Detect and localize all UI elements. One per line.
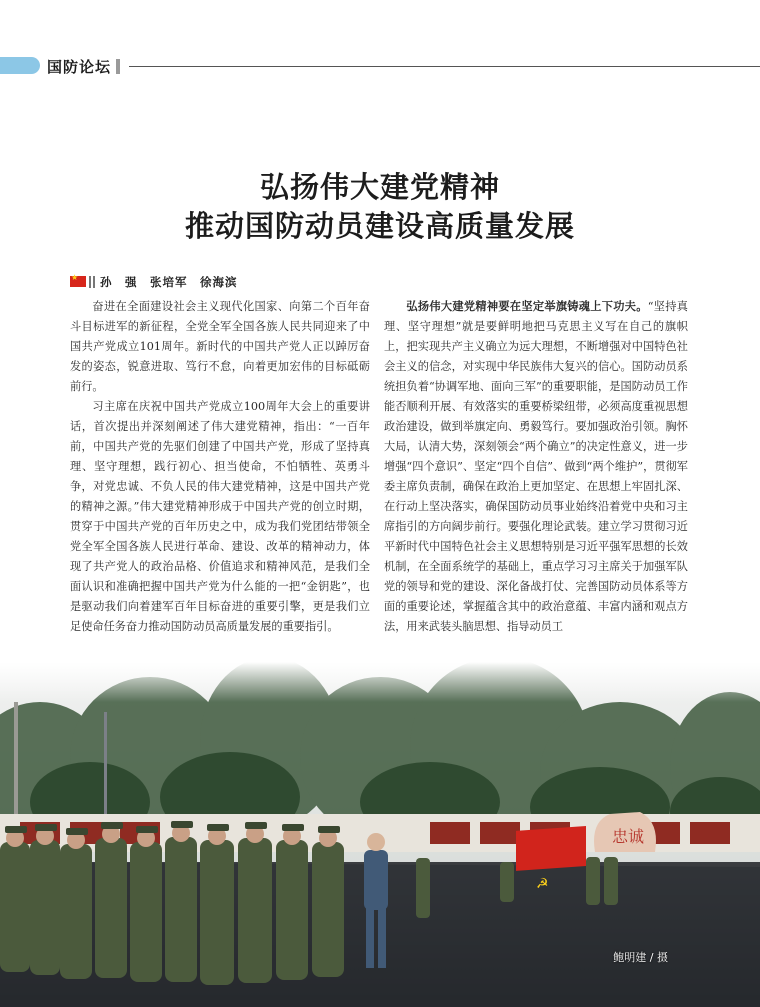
stone-inscription: 忠诚 <box>612 827 645 846</box>
byline-divider <box>89 276 95 288</box>
paragraph-lead: 弘扬伟大建党精神要在坚定举旗铸魂上下功夫。 <box>406 300 648 313</box>
header-rule <box>129 66 760 67</box>
right-column <box>384 297 688 637</box>
paragraph <box>384 297 688 637</box>
author-byline: 孙 强 张培军 徐海滨 <box>100 275 238 289</box>
photo-fade <box>0 662 760 702</box>
section-tab-marker <box>0 57 40 74</box>
photo-credit: 鲍明建 / 摄 <box>613 951 668 964</box>
paragraph: 奋进在全面建设社会主义现代化国家、向第二个百年奋斗目标进军的新征程，全党全军全国各族人民共同迎来了中国共产党成立101周年。新时代的中国共产党人正以踔厉奋发的姿态，锐意进取、笃行不怠，向着更加宏伟的目标砥砺前行。 <box>70 300 370 393</box>
flag-icon <box>70 276 86 287</box>
article-title-line-2: 推动国防动员建设高质量发展 <box>184 209 575 243</box>
paragraph-body: “坚持真理、坚守理想”就是要鲜明地把马克思主义写在自己的旗帜上，把实现共产主义确立为远大理想，不断增强对中国特色社会主义的信念，对实现中华民族伟大复兴的信心。国防动员系统担负着“协调军地、面向三军”的重要职能，是国防动员工作能否顺利开展、有效落实的重要桥梁纽带，必须高度重视思想政治建设，做到举旗定向、勇毅笃行。要加强政治引领。胸怀大局，认清大势，深刻领会“两个确立”的决定性意义，进一步增强“四个意识”、坚定“四个自信”、做到“两个维护”，贯彻军委主席负责制，确保在政治上更加坚定、在思想上牢固扎深、在行动上坚决落实，确保国防动员事业始终沿着党中央和习主席指引的方向阔步前行。要强化理论武装。建立学习贯彻习近平新时代中国特色社会主义思想特别是习近平强军思想的长效机制，在全面系统学的基础上，重点学习习主席关于加强军队党的领导和党的建设、深化备战打仗、完善国防动员体系等方面的重要论述，掌握蕴含其中的政治意蕴、丰富内涵和观点方法，用来武装头脑思想、指导动员工 <box>384 300 688 633</box>
article-title-line-1: 弘扬伟大建党精神 <box>259 170 500 204</box>
left-column <box>70 297 370 637</box>
article-photo <box>0 662 760 1007</box>
paragraph: 习主席在庆祝中国共产党成立100周年大会上的重要讲话，首次提出并深刻阐述了伟大建党精神，指出：“一百年前，中国共产党的先驱们创建了中国共产党，形成了坚持真理、坚守理想，践行初心、担当使命，不怕牺牲、英勇斗争，对党忠诚、不负人民的伟大建党精神，这是中国共产党的精神之源。”伟大建党精神形成于中国共产党的创立时期，贯穿于中国共产党的百年历史之中，成为我们党团结带领全党全军全国各族人民进行革命、建设、改革的精神动力，体现了共产党人的政治品格、价值追求和精神风范，是我们全面认识和准确把握中国共产党为什么能的一把“金钥匙”，也是驱动我们向着建军百年目标奋进的重要引擎，更是我们立足使命任务奋力推动国防动员高质量发展的重要指引。 <box>70 400 370 633</box>
party-emblem-icon: ☭ <box>536 876 549 892</box>
section-title: 国防论坛 <box>47 58 112 76</box>
section-divider-bar <box>116 59 120 74</box>
